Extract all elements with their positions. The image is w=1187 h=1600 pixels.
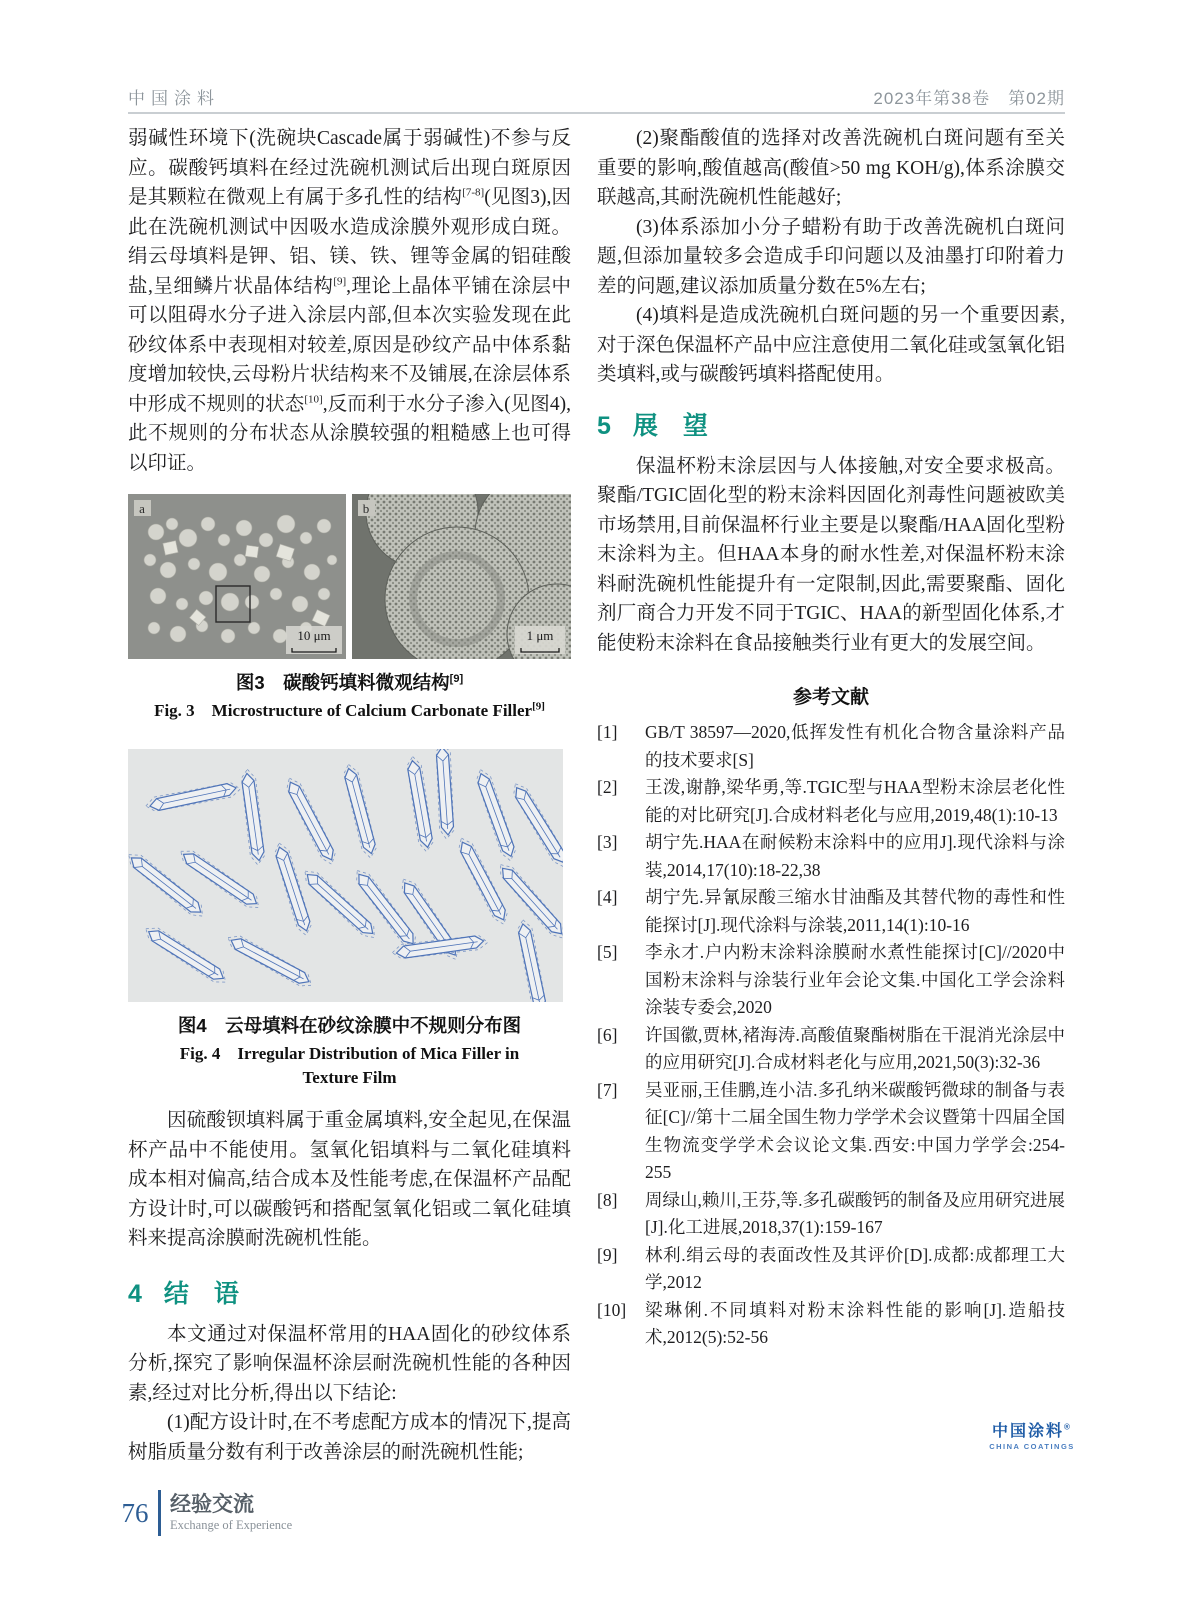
reference-text: 林利.绢云母的表面改性及其评价[D].成都:成都理工大学,2012 <box>645 1244 1065 1292</box>
reference-text: 胡宁先.HAA在耐候粉末涂料中的应用J].现代涂料与涂装,2014,17(10):18-22,38 <box>645 832 1065 880</box>
reference-text: 周绿山,赖川,王芬,等.多孔碳酸钙的制备及应用研究进展[J].化工进展,2018,37(1):159-167 <box>645 1189 1065 1237</box>
reference-number: [10] <box>597 1299 627 1320</box>
reference-text: 吴亚丽,王佳鹏,连小洁.多孔纳米碳酸钙微球的制备与表征[C]//第十二届全国生物力学学术会议暨第十四届全国生物流变学学术会议论文集.西安:中国力学学会:254-255 <box>645 1079 1065 1182</box>
reference-text: 许国徽,贾林,褚海涛.高酸值聚酯树脂在干混消光涂层中的应用研究[J].合成材料老化与应用,2021,50(3):32-36 <box>645 1024 1065 1072</box>
reference-text: 胡宁先.异氰尿酸三缩水甘油酯及其替代物的毒性和性能探讨[J].现代涂料与涂装,2011,14(1):10-16 <box>645 887 1065 935</box>
paragraph: 本文通过对保温杯常用的HAA固化的砂纹体系分析,探究了影响保温杯涂层耐洗碗机性能的各种因素,经过对比分析,得出以下结论: <box>128 1323 571 1404</box>
figure4-caption-zh: 图4 云母填料在砂纹涂膜中不规则分布图 <box>177 1015 522 1036</box>
column-name-zh: 经验交流 <box>170 1493 254 1516</box>
scale-bar-a-label: 10 μm <box>297 628 331 643</box>
trademark-mark: ® <box>1064 1422 1072 1432</box>
paragraph: (2)聚酯酸值的选择对改善洗碗机白斑问题有至关重要的影响,酸值越高(酸值>50 mg KOH/g),体系涂膜交联越高,其耐洗碗机性能越好; <box>597 128 1065 208</box>
reference-item <box>597 829 1065 884</box>
reference-item <box>597 1297 1065 1352</box>
logo-text-en: CHINA COATINGS <box>989 1442 1075 1451</box>
paragraph: 保温杯粉末涂层因与人体接触,对安全要求极高。聚酯/TGIC固化型的粉末涂料因固化剂毒性问题被欧美市场禁用,目前保温杯行业主要是以聚酯/HAA固化型粉末涂料为主。但HAA本身的耐水性差,对保温杯粉末涂料耐洗碗机性能提升有一定限制,因此,需要聚酯、固化剂厂商合力开发不同于TGIC、HAA的新型固化体系,才能使粉末涂料在食品接触类行业有更大的发展空间。 <box>597 455 1065 654</box>
figure4-caption-en: Fig. 4 Irregular Distribution of Mica Filler in Texture Film <box>179 1044 520 1087</box>
reference-number: [6] <box>597 1024 618 1045</box>
reference-item <box>597 1022 1065 1077</box>
references-title: 参考文献 <box>792 687 869 708</box>
figure3 <box>128 494 571 659</box>
reference-item <box>597 884 1065 939</box>
issue-info: 2023年第38卷 第02期 <box>873 89 1065 108</box>
paragraph: (4)填料是造成洗碗机白斑问题的另一个重要因素,对于深色保温杯产品中应注意使用二氧化硅或氢氧化铝类填料,或与碳酸钙填料搭配使用。 <box>597 305 1066 385</box>
panel-a-label: a <box>139 501 145 516</box>
reference-item <box>597 774 1065 829</box>
section5-heading <box>597 406 1065 442</box>
paragraph: 因硫酸钡填料属于重金属填料,安全起见,在保温杯产品中不能使用。氢氧化铝填料与二氧化硅填料成本相对偏高,结合成本及性能考虑,在保温杯产品配方设计时,可以碳酸钙和搭配氢氧化铝或二氧化硅填料来提高涂膜耐洗碗机性能。 <box>128 1110 571 1249</box>
reference-item <box>597 719 1065 774</box>
reference-text: 梁琳俐.不同填料对粉末涂料性能的影响[J].造船技术,2012(5):52-56 <box>645 1299 1065 1347</box>
figure3-caption-zh: 图3 碳酸钙填料微观结构[9] <box>235 672 464 693</box>
reference-item <box>597 1242 1065 1297</box>
section4-number: 4 <box>128 1279 142 1308</box>
sem-image-b <box>352 494 571 659</box>
reference-text: 王泼,谢静,梁华勇,等.TGIC型与HAA型粉末涂层老化性能的对比研究[J].合成材料老化与应用,2019,48(1):10-13 <box>645 777 1065 825</box>
page-header <box>128 82 1065 114</box>
reference-item <box>597 939 1065 1022</box>
scale-bar-b-label: 1 μm <box>526 628 554 643</box>
panel-b-label: b <box>362 501 370 516</box>
reference-number: [1] <box>597 722 618 742</box>
page-number: 76 <box>121 1497 149 1528</box>
reference-number: [9] <box>597 1244 618 1265</box>
references-list <box>597 719 1065 1352</box>
reference-number: [4] <box>597 887 618 907</box>
left-column <box>128 124 571 1467</box>
sem-image-a <box>128 494 346 659</box>
logo-text-zh: 中国涂料 <box>992 1423 1065 1440</box>
paragraph: (1)配方设计时,在不考虑配方成本的情况下,提高树脂质量分数有利于改善涂层的耐洗碗机性能; <box>128 1412 571 1463</box>
reference-number: [2] <box>597 777 618 797</box>
reference-text: 李永才.户内粉末涂料涂膜耐水煮性能探讨[C]//2020中国粉末涂料与涂装行业年会论文集.中国化工学会涂料涂装专委会,2020 <box>645 942 1065 1017</box>
figure3-caption-en: Fig. 3 Microstructure of Calcium Carbonate Filler[9] <box>154 700 545 720</box>
reference-number: [7] <box>597 1079 618 1100</box>
paragraph: (3)体系添加小分子蜡粉有助于改善洗碗机白斑问题,但添加量较多会造成手印问题以及油墨打印附着力差的问题,建议添加质量分数在5%左右; <box>597 216 1065 297</box>
journal-name: 中国涂料 <box>128 89 220 108</box>
section4-heading <box>128 1274 571 1310</box>
section4-title: 结 语 <box>163 1279 239 1308</box>
reference-number: [3] <box>597 832 618 852</box>
reference-item <box>597 1187 1065 1242</box>
reference-item <box>597 1077 1065 1187</box>
page-footer <box>112 1490 292 1536</box>
section5-title: 展 望 <box>632 411 708 440</box>
journal-logo <box>982 1418 1082 1451</box>
footer-divider <box>158 1490 161 1536</box>
column-name-en: Exchange of Experience <box>170 1518 293 1532</box>
figure4 <box>128 749 571 1002</box>
reference-number: [8] <box>597 1189 618 1210</box>
mica-distribution-image <box>128 749 563 1002</box>
section5-number: 5 <box>597 411 611 440</box>
reference-text: GB/T 38597—2020,低挥发性有机化合物含量涂料产品的技术要求[S] <box>645 722 1065 770</box>
reference-number: [5] <box>597 942 618 962</box>
right-column <box>597 124 1065 1352</box>
paragraph: 弱碱性环境下(洗碗块Cascade属于弱碱性)不参与反应。碳酸钙填料在经过洗碗机测试后出现白斑原因是其颗粒在微观上有属于多孔性的结构[7-8](见图3),因此在洗碗机测试中因吸水造成涂膜外观形成白斑。绢云母填料是钾、铝、镁、铁、锂等金属的铝硅酸盐,呈细鳞片状晶体结构[9],理论上晶体平铺在涂层中可以阻碍水分子进入涂层内部,但本次实验发现在此砂纹体系中表现相对较差,原因是砂纹产品中体系黏度增加较快,云母粉片状结构来不及铺展,在涂层体系中形成不规则的状态[10],反而利于水分子渗入(见图4),此不规则的分布状态从涂膜较强的粗糙感上也可得以印证。 <box>128 128 571 474</box>
